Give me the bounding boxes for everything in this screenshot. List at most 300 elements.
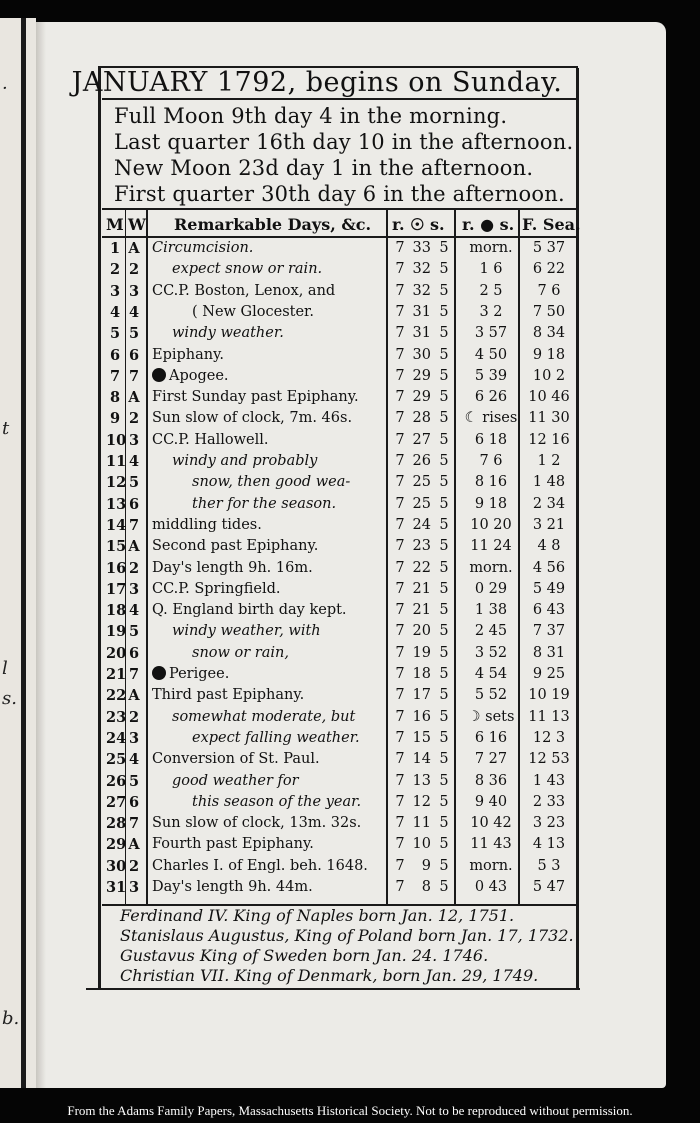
margin-mark: · bbox=[2, 78, 8, 99]
sun-hour: 7 bbox=[395, 303, 405, 320]
remarkable-text: ( New Glocester. bbox=[192, 303, 315, 320]
table-row bbox=[102, 410, 574, 431]
sun-set-hour: 5 bbox=[439, 389, 449, 406]
col-header-moon-rise-set: r. ● s. bbox=[462, 215, 515, 234]
remarkable-text: Circumcision. bbox=[152, 240, 254, 256]
sun-hour: 7 bbox=[395, 666, 405, 682]
sun-set-hour: 5 bbox=[439, 516, 449, 533]
table-row bbox=[102, 368, 574, 389]
moon-rise-set: 8 16 bbox=[474, 474, 508, 491]
remarkable-text: windy and probably bbox=[172, 453, 318, 469]
frame-right-rule bbox=[576, 68, 579, 988]
day-of-week: 5 bbox=[128, 325, 140, 343]
sun-rise-minutes: 32 bbox=[412, 282, 431, 299]
table-row bbox=[102, 240, 574, 261]
col-header-sun-rise-set: r. ☉ s. bbox=[392, 215, 445, 234]
page-title: JANUARY 1792, begins on Sunday. bbox=[71, 67, 563, 98]
day-of-week: 6 bbox=[128, 346, 140, 364]
table-row bbox=[102, 751, 574, 772]
day-of-week: 3 bbox=[128, 879, 140, 896]
table-row bbox=[102, 666, 574, 687]
sun-hour: 7 bbox=[395, 879, 405, 895]
full-sea-time: 6 43 bbox=[532, 602, 566, 619]
day-of-month: 21 bbox=[106, 666, 127, 683]
moon-rise-set: 2 5 bbox=[479, 282, 503, 299]
sun-rise-minutes: 28 bbox=[412, 410, 431, 427]
moon-phase-full: Full Moon 9th day 4 in the morning. bbox=[114, 104, 508, 128]
moon-rise-set: 4 54 bbox=[474, 666, 508, 682]
sun-hour: 7 bbox=[395, 325, 405, 342]
remarkable-text: Q. England birth day kept. bbox=[152, 602, 347, 619]
day-of-week: 4 bbox=[128, 751, 140, 769]
sun-rise-minutes: 29 bbox=[412, 367, 431, 384]
remarkable-text: snow or rain, bbox=[192, 644, 289, 661]
remarkable-text: CC.P. Boston, Lenox, and bbox=[152, 282, 336, 299]
adjacent-page-strip bbox=[0, 18, 36, 1088]
sun-set-hour: 5 bbox=[439, 836, 449, 853]
moon-rise-set: 1 6 bbox=[479, 261, 503, 278]
sun-set-hour: 5 bbox=[439, 580, 449, 597]
table-row bbox=[102, 858, 574, 879]
moon-rise-set: morn. bbox=[469, 559, 513, 576]
remarkable-text: Epiphany. bbox=[152, 346, 224, 363]
sun-set-hour: 5 bbox=[439, 708, 449, 725]
full-sea-time: 10 19 bbox=[528, 687, 570, 704]
moon-icon bbox=[152, 666, 166, 680]
sun-set-hour: 5 bbox=[439, 793, 449, 810]
col-header-full-sea: F. Sea. bbox=[522, 215, 581, 234]
full-sea-time: 8 31 bbox=[532, 644, 566, 661]
day-of-month: 19 bbox=[106, 623, 127, 641]
remarkable-text: good weather for bbox=[172, 772, 299, 789]
day-of-week: A bbox=[128, 836, 140, 854]
full-sea-time: 11 13 bbox=[528, 708, 570, 725]
full-sea-time: 7 37 bbox=[532, 623, 566, 640]
day-of-month: 7 bbox=[109, 367, 121, 385]
table-row bbox=[102, 261, 574, 282]
sun-rise-minutes: 23 bbox=[412, 538, 431, 555]
sun-rise-minutes: 26 bbox=[412, 453, 431, 469]
sun-set-hour: 5 bbox=[439, 623, 449, 640]
sun-rise-minutes: 25 bbox=[412, 495, 431, 512]
full-sea-time: 3 23 bbox=[532, 815, 566, 832]
day-of-week: 3 bbox=[128, 729, 140, 747]
remarkable-text: Apogee. bbox=[169, 367, 229, 384]
sun-set-hour: 5 bbox=[439, 367, 449, 384]
sun-set-hour: 5 bbox=[439, 687, 449, 704]
moon-rise-set: 7 6 bbox=[479, 453, 503, 469]
day-of-month: 6 bbox=[109, 346, 121, 364]
table-row bbox=[102, 730, 574, 751]
sun-set-hour: 5 bbox=[439, 474, 449, 491]
day-of-month: 13 bbox=[106, 495, 127, 513]
sun-set-hour: 5 bbox=[439, 666, 449, 682]
full-sea-time: 7 50 bbox=[532, 303, 566, 320]
day-of-week: 5 bbox=[128, 623, 140, 641]
sun-hour: 7 bbox=[395, 644, 405, 661]
remarkable-text: this season of the year. bbox=[192, 793, 362, 810]
day-of-week: 6 bbox=[128, 644, 140, 662]
table-row bbox=[102, 773, 574, 794]
sun-hour: 7 bbox=[395, 751, 405, 768]
sun-rise-minutes: 29 bbox=[412, 389, 431, 406]
sun-set-hour: 5 bbox=[439, 282, 449, 299]
sun-hour: 7 bbox=[395, 815, 405, 832]
archive-credit-footer: From the Adams Family Papers, Massachusetts Historical Society. Not to be reproduced without permission. bbox=[67, 1103, 633, 1118]
sun-hour: 7 bbox=[395, 261, 405, 278]
day-of-week: 4 bbox=[128, 303, 140, 321]
moon-rise-set: 5 39 bbox=[474, 367, 508, 384]
sun-rise-minutes: 31 bbox=[412, 325, 431, 342]
sun-hour: 7 bbox=[395, 580, 405, 597]
sun-set-hour: 5 bbox=[439, 602, 449, 619]
sun-rise-minutes: 27 bbox=[412, 431, 431, 448]
sun-rise-minutes: 12 bbox=[412, 793, 431, 810]
table-row bbox=[102, 474, 574, 495]
col-header-week-day: W bbox=[128, 215, 146, 234]
moon-rise-set: 6 18 bbox=[474, 431, 508, 448]
col-header-month-day: M bbox=[106, 215, 124, 234]
day-of-month: 2 bbox=[109, 261, 121, 279]
full-sea-time: 1 48 bbox=[532, 474, 566, 491]
moon-rise-set: 10 42 bbox=[470, 815, 512, 832]
moon-rise-set: ☽ sets bbox=[467, 708, 515, 725]
day-of-week: 2 bbox=[128, 559, 140, 577]
sun-hour: 7 bbox=[395, 367, 405, 384]
sun-rise-minutes: 19 bbox=[412, 644, 431, 661]
day-of-week: 4 bbox=[128, 453, 140, 470]
day-of-month: 15 bbox=[106, 538, 127, 556]
day-of-month: 16 bbox=[106, 559, 127, 577]
table-row bbox=[102, 389, 574, 410]
remarkable-text: expect snow or rain. bbox=[172, 261, 323, 278]
table-row bbox=[102, 304, 574, 325]
day-of-week: A bbox=[128, 687, 140, 705]
sun-set-hour: 5 bbox=[439, 857, 449, 874]
day-of-month: 11 bbox=[106, 453, 127, 470]
full-sea-time: 5 37 bbox=[532, 240, 566, 256]
moon-rise-set: 2 45 bbox=[474, 623, 508, 640]
full-sea-time: 9 25 bbox=[532, 666, 566, 682]
remarkable-text: windy weather, with bbox=[172, 623, 321, 640]
sun-hour: 7 bbox=[395, 559, 405, 576]
adjacent-page-edge bbox=[21, 18, 26, 1088]
table-row bbox=[102, 283, 574, 304]
table-row bbox=[102, 623, 574, 644]
full-sea-time: 3 21 bbox=[532, 516, 566, 533]
sun-rise-minutes: 8 bbox=[421, 879, 431, 895]
day-of-month: 30 bbox=[106, 857, 127, 875]
remarkable-text: Second past Epiphany. bbox=[152, 538, 319, 555]
full-sea-time: 1 2 bbox=[537, 453, 561, 469]
table-row bbox=[102, 794, 574, 815]
sun-hour: 7 bbox=[395, 708, 405, 725]
moon-phase-first-quarter: First quarter 30th day 6 in the afternoon. bbox=[114, 182, 565, 206]
day-of-week: A bbox=[128, 538, 140, 556]
sun-hour: 7 bbox=[395, 687, 405, 704]
day-of-month: 27 bbox=[106, 793, 127, 811]
full-sea-time: 5 3 bbox=[537, 857, 561, 874]
sun-hour: 7 bbox=[395, 240, 405, 256]
day-of-month: 25 bbox=[106, 751, 127, 769]
remarkable-text: somewhat moderate, but bbox=[172, 708, 356, 725]
day-of-month: 29 bbox=[106, 836, 127, 854]
margin-mark: s. bbox=[2, 688, 17, 709]
moon-rise-set: ☾ rises bbox=[464, 410, 518, 427]
sun-set-hour: 5 bbox=[439, 325, 449, 342]
day-of-week: 7 bbox=[128, 815, 140, 833]
day-of-month: 23 bbox=[106, 708, 127, 726]
margin-mark: l bbox=[2, 658, 8, 679]
table-row bbox=[102, 687, 574, 708]
birthday-note: Stanislaus Augustus, King of Poland born Jan. 17, 1732. bbox=[120, 926, 574, 945]
moon-rise-set: 1 38 bbox=[474, 602, 508, 619]
remarkable-text: CC.P. Hallowell. bbox=[152, 431, 269, 448]
moon-rise-set: 9 18 bbox=[474, 495, 508, 512]
sun-hour: 7 bbox=[395, 623, 405, 640]
moon-rise-set: morn. bbox=[469, 240, 513, 256]
sun-hour: 7 bbox=[395, 729, 405, 746]
margin-mark: b. bbox=[2, 1008, 20, 1029]
table-row bbox=[102, 325, 574, 346]
sun-hour: 7 bbox=[395, 431, 405, 448]
day-of-month: 31 bbox=[106, 879, 127, 896]
full-sea-time: 10 46 bbox=[528, 389, 570, 406]
sun-rise-minutes: 14 bbox=[412, 751, 431, 768]
sun-set-hour: 5 bbox=[439, 453, 449, 469]
table-row bbox=[102, 347, 574, 368]
moon-rise-set: 9 40 bbox=[474, 793, 508, 810]
remarkable-text: snow, then good wea- bbox=[192, 474, 351, 491]
day-of-week: 6 bbox=[128, 495, 140, 513]
table-row bbox=[102, 538, 574, 559]
day-of-week: 6 bbox=[128, 793, 140, 811]
sun-set-hour: 5 bbox=[439, 410, 449, 427]
full-sea-time: 7 6 bbox=[537, 282, 561, 299]
remarkable-text: Day's length 9h. 16m. bbox=[152, 559, 313, 576]
day-of-month: 10 bbox=[106, 431, 127, 449]
sun-hour: 7 bbox=[395, 389, 405, 406]
sun-set-hour: 5 bbox=[439, 772, 449, 789]
header-rule bbox=[102, 236, 576, 238]
day-of-month: 17 bbox=[106, 580, 127, 598]
day-of-month: 8 bbox=[109, 389, 121, 407]
sun-rise-minutes: 21 bbox=[412, 580, 431, 597]
sun-rise-minutes: 24 bbox=[412, 516, 431, 533]
sun-hour: 7 bbox=[395, 495, 405, 512]
moon-rise-set: 11 24 bbox=[470, 538, 512, 555]
moon-phase-last-quarter: Last quarter 16th day 10 in the afternoon. bbox=[114, 130, 574, 154]
remarkable-text: Sun slow of clock, 13m. 32s. bbox=[152, 815, 362, 832]
full-sea-time: 8 34 bbox=[532, 325, 566, 342]
full-sea-time: 5 47 bbox=[532, 879, 566, 895]
sun-rise-minutes: 13 bbox=[412, 772, 431, 789]
sun-hour: 7 bbox=[395, 453, 405, 469]
table-row bbox=[102, 602, 574, 623]
sun-set-hour: 5 bbox=[439, 303, 449, 320]
remarkable-text: CC.P. Springfield. bbox=[152, 580, 281, 597]
sun-rise-minutes: 16 bbox=[412, 708, 431, 725]
sun-rise-minutes: 17 bbox=[412, 687, 431, 704]
sun-set-hour: 5 bbox=[439, 815, 449, 832]
day-of-month: 18 bbox=[106, 602, 127, 620]
sun-rise-minutes: 25 bbox=[412, 474, 431, 491]
day-of-week: A bbox=[128, 240, 140, 257]
table-row bbox=[102, 453, 574, 474]
birthday-note: Ferdinand IV. King of Naples born Jan. 12, 1751. bbox=[120, 906, 515, 925]
day-of-week: 3 bbox=[128, 282, 140, 300]
moon-section-rule bbox=[102, 208, 576, 210]
day-of-month: 4 bbox=[109, 303, 121, 321]
remarkable-text: Charles I. of Engl. beh. 1648. bbox=[152, 857, 368, 874]
frame-left-rule bbox=[98, 68, 101, 988]
day-of-month: 12 bbox=[106, 474, 127, 492]
page-gutter-shadow bbox=[36, 22, 46, 1088]
full-sea-time: 12 3 bbox=[532, 729, 566, 746]
moon-rise-set: morn. bbox=[469, 857, 513, 874]
moon-rise-set: 3 2 bbox=[479, 303, 503, 320]
moon-rise-set: 5 52 bbox=[474, 687, 508, 704]
day-of-month: 20 bbox=[106, 644, 127, 662]
sun-hour: 7 bbox=[395, 857, 405, 874]
day-of-month: 9 bbox=[109, 410, 121, 428]
sun-rise-minutes: 9 bbox=[421, 857, 431, 874]
day-of-week: 2 bbox=[128, 410, 140, 428]
day-of-month: 24 bbox=[106, 729, 127, 747]
sun-rise-minutes: 32 bbox=[412, 261, 431, 278]
remarkable-cell bbox=[152, 666, 229, 682]
moon-rise-set: 0 29 bbox=[474, 580, 508, 597]
day-of-week: 7 bbox=[128, 367, 140, 385]
remarkable-text: Sun slow of clock, 7m. 46s. bbox=[152, 410, 353, 427]
full-sea-time: 6 22 bbox=[532, 261, 566, 278]
table-row bbox=[102, 560, 574, 581]
birthday-note: Gustavus King of Sweden born Jan. 24. 1746. bbox=[120, 946, 489, 965]
day-of-month: 26 bbox=[106, 772, 127, 790]
day-of-week: 3 bbox=[128, 431, 140, 449]
full-sea-time: 12 16 bbox=[528, 431, 570, 448]
day-of-week: 5 bbox=[128, 474, 140, 492]
sun-set-hour: 5 bbox=[439, 644, 449, 661]
moon-rise-set: 0 43 bbox=[474, 879, 508, 895]
sun-hour: 7 bbox=[395, 516, 405, 533]
day-of-week: 2 bbox=[128, 261, 140, 279]
sun-hour: 7 bbox=[395, 410, 405, 427]
remarkable-text: Fourth past Epiphany. bbox=[152, 836, 314, 853]
day-of-week: 7 bbox=[128, 666, 140, 683]
table-row bbox=[102, 815, 574, 836]
day-of-month: 5 bbox=[109, 325, 121, 343]
day-of-week: 3 bbox=[128, 580, 140, 598]
sun-rise-minutes: 20 bbox=[412, 623, 431, 640]
day-of-month: 28 bbox=[106, 815, 127, 833]
table-row bbox=[102, 517, 574, 538]
remarkable-text: ther for the season. bbox=[192, 495, 337, 512]
remarkable-text: middling tides. bbox=[152, 516, 262, 533]
full-sea-time: 12 53 bbox=[528, 751, 570, 768]
sun-set-hour: 5 bbox=[439, 559, 449, 576]
remarkable-text: expect falling weather. bbox=[192, 729, 360, 746]
frame-bottom-rule bbox=[86, 988, 580, 990]
day-of-week: 2 bbox=[128, 708, 140, 726]
margin-mark: t bbox=[2, 418, 10, 439]
full-sea-time: 9 18 bbox=[532, 346, 566, 363]
remarkable-text: windy weather. bbox=[172, 325, 284, 342]
sun-hour: 7 bbox=[395, 793, 405, 810]
sun-rise-minutes: 22 bbox=[412, 559, 431, 576]
sun-set-hour: 5 bbox=[439, 240, 449, 256]
sun-set-hour: 5 bbox=[439, 538, 449, 555]
moon-rise-set: 7 27 bbox=[474, 751, 508, 768]
moon-icon bbox=[152, 368, 166, 382]
title-rule bbox=[102, 98, 576, 100]
sun-hour: 7 bbox=[395, 602, 405, 619]
remarkable-text: First Sunday past Epiphany. bbox=[152, 389, 359, 406]
moon-rise-set: 11 43 bbox=[470, 836, 512, 853]
sun-rise-minutes: 31 bbox=[412, 303, 431, 320]
remarkable-text: Conversion of St. Paul. bbox=[152, 751, 320, 768]
full-sea-time: 4 13 bbox=[532, 836, 566, 853]
table-row bbox=[102, 836, 574, 857]
sun-hour: 7 bbox=[395, 474, 405, 491]
moon-rise-set: 3 52 bbox=[474, 644, 508, 661]
full-sea-time: 1 43 bbox=[532, 772, 566, 789]
sun-rise-minutes: 21 bbox=[412, 602, 431, 619]
remarkable-text: Third past Epiphany. bbox=[152, 687, 305, 704]
moon-rise-set: 8 36 bbox=[474, 772, 508, 789]
sun-hour: 7 bbox=[395, 772, 405, 789]
table-row bbox=[102, 432, 574, 453]
sun-set-hour: 5 bbox=[439, 879, 449, 895]
full-sea-time: 4 56 bbox=[532, 559, 566, 576]
birthday-note: Christian VII. King of Denmark, born Jan. 29, 1749. bbox=[120, 966, 539, 985]
day-of-week: 7 bbox=[128, 516, 140, 534]
full-sea-time: 4 8 bbox=[537, 538, 561, 555]
sun-rise-minutes: 18 bbox=[412, 666, 431, 682]
table-row bbox=[102, 879, 574, 900]
table-row bbox=[102, 645, 574, 666]
sun-rise-minutes: 11 bbox=[412, 815, 431, 832]
sun-set-hour: 5 bbox=[439, 261, 449, 278]
sun-rise-minutes: 15 bbox=[412, 729, 431, 746]
sun-set-hour: 5 bbox=[439, 346, 449, 363]
table-row bbox=[102, 496, 574, 517]
moon-rise-set: 3 57 bbox=[474, 325, 508, 342]
moon-rise-set: 6 26 bbox=[474, 389, 508, 406]
sun-set-hour: 5 bbox=[439, 729, 449, 746]
table-row bbox=[102, 581, 574, 602]
full-sea-time: 2 34 bbox=[532, 495, 566, 512]
sun-set-hour: 5 bbox=[439, 431, 449, 448]
sun-hour: 7 bbox=[395, 836, 405, 853]
almanac-frame bbox=[62, 50, 581, 990]
day-of-month: 14 bbox=[106, 516, 127, 534]
day-of-month: 1 bbox=[109, 240, 121, 257]
sun-hour: 7 bbox=[395, 538, 405, 555]
sun-rise-minutes: 30 bbox=[412, 346, 431, 363]
day-of-week: A bbox=[128, 389, 140, 407]
table-row bbox=[102, 709, 574, 730]
moon-rise-set: 6 16 bbox=[474, 729, 508, 746]
day-of-week: 5 bbox=[128, 772, 140, 790]
moon-rise-set: 4 50 bbox=[474, 346, 508, 363]
day-of-week: 4 bbox=[128, 602, 140, 620]
day-of-month: 22 bbox=[106, 687, 127, 705]
full-sea-time: 11 30 bbox=[528, 410, 570, 427]
full-sea-time: 10 2 bbox=[532, 367, 566, 384]
full-sea-time: 2 33 bbox=[532, 793, 566, 810]
day-of-week: 2 bbox=[128, 857, 140, 875]
